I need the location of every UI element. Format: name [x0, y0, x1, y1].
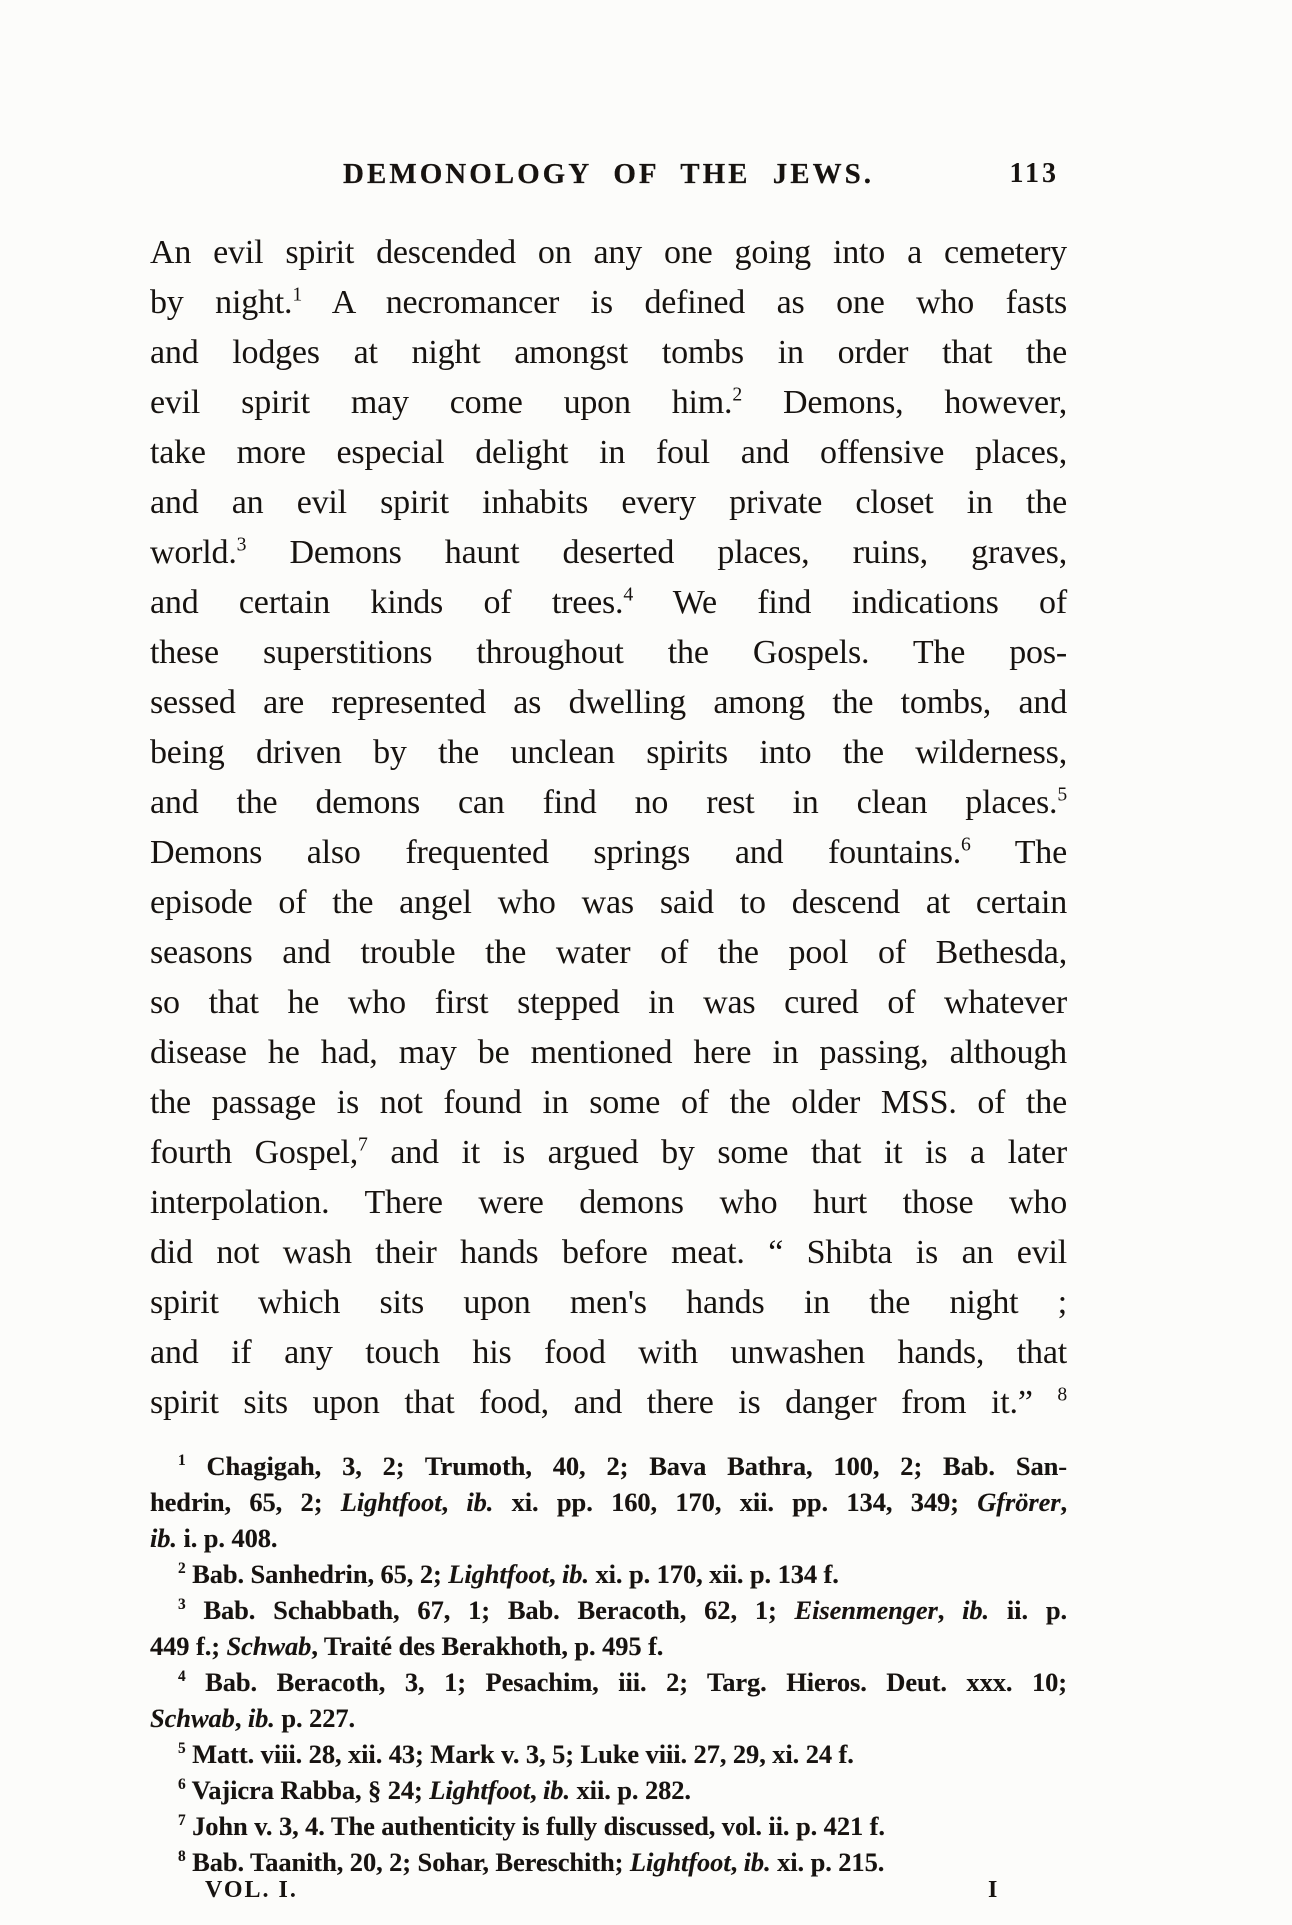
footnote-line: $^3$ Bab. Schabbath, 67, 1; Bab. Beracoth, 62, 1; Eisenmenger, ib. ii. p. — [178, 1595, 1067, 1625]
text-line: An evil spirit descended on any one going into a cemetery — [150, 234, 1067, 271]
footnotes-block — [150, 1448, 1067, 1880]
text-line: and certain kinds of trees.$^4$ We find indications of — [150, 583, 1067, 621]
text-line: and an evil spirit inhabits every private closet in the — [150, 484, 1067, 521]
footnote-line: $^1$ Chagigah, 3, 2; Trumoth, 40, 2; Bava Bathra, 100, 2; Bab. San- — [178, 1451, 1067, 1481]
text-line: take more especial delight in foul and offensive places, — [150, 434, 1067, 471]
footnote-line: $^4$ Bab. Beracoth, 3, 1; Pesachim, iii. 2; Targ. Hieros. Deut. xxx. 10; — [178, 1667, 1067, 1697]
text-line: fourth Gospel,$^7$ and it is argued by some that it is a later — [150, 1133, 1068, 1171]
text-line: so that he who first stepped in was cured of whatever — [150, 984, 1067, 1021]
text-line: sessed are represented as dwelling among the tombs, and — [150, 684, 1067, 721]
footnote-line: $^5$ Matt. viii. 28, xii. 43; Mark v. 3, 5; Luke viii. 27, 29, xi. 24 f. — [178, 1739, 854, 1769]
text-line: Demons also frequented springs and fountains.$^6$ The — [150, 833, 1067, 871]
text-line: spirit sits upon that food, and there is danger from it.” $^8$ — [150, 1383, 1067, 1421]
text-line: and the demons can find no rest in clean places.$^5$ — [150, 783, 1067, 821]
footnote-line: Schwab, ib. p. 227. — [150, 1703, 356, 1733]
footnote-line: ib. i. p. 408. — [150, 1523, 278, 1553]
page-footer — [150, 1870, 1067, 1910]
text-line: these superstitions throughout the Gospels. The pos- — [150, 634, 1067, 671]
footnote-line: $^2$ Bab. Sanhedrin, 65, 2; Lightfoot, ib. xi. p. 170, xii. p. 134 f. — [178, 1559, 839, 1589]
text-line: episode of the angel who was said to descend at certain — [150, 884, 1067, 921]
footnote-line: $^7$ John v. 3, 4. The authenticity is fully discussed, vol. ii. p. 421 f. — [178, 1811, 885, 1841]
footnote-line: $^6$ Vajicra Rabba, § 24; Lightfoot, ib. xii. p. 282. — [178, 1775, 691, 1805]
text-line: spirit which sits upon men's hands in the night ; — [150, 1284, 1067, 1321]
text-line: interpolation. There were demons who hurt those who — [150, 1184, 1067, 1221]
text-line: disease he had, may be mentioned here in passing, although — [150, 1034, 1067, 1071]
footnote-line: 449 f.; Schwab, Traité des Berakhoth, p. 495 f. — [150, 1631, 664, 1661]
text-line: and lodges at night amongst tombs in order that the — [150, 334, 1067, 371]
text-line: being driven by the unclean spirits into the wilderness, — [150, 734, 1067, 771]
footnote-line: $^8$ Bab. Taanith, 20, 2; Sohar, Bereschith; Lightfoot, ib. xi. p. 215. — [178, 1847, 885, 1877]
text-line: by night.$^1$ A necromancer is defined as one who fasts — [150, 283, 1067, 321]
footnote-line: hedrin, 65, 2; Lightfoot, ib. xi. pp. 160, 170, xii. pp. 134, 349; Gfrörer, — [150, 1487, 1067, 1517]
running-header — [150, 156, 1067, 192]
text-line: and if any touch his food with unwashen hands, that — [150, 1334, 1067, 1371]
page-title: DEMONOLOGY OF THE JEWS. — [343, 158, 874, 190]
text-line: evil spirit may come upon him.$^2$ Demons, however, — [150, 383, 1068, 421]
text-line: did not wash their hands before meat. “ Shibta is an evil — [150, 1234, 1067, 1271]
volume-label: VOL. I. — [205, 1877, 298, 1903]
page-number: 113 — [1009, 158, 1059, 189]
text-line: seasons and trouble the water of the pool of Bethesda, — [150, 934, 1067, 971]
signature-mark: I — [988, 1877, 999, 1903]
text-line: the passage is not found in some of the older MSS. of the — [150, 1084, 1067, 1121]
text-line: world.$^3$ Demons haunt deserted places, ruins, graves, — [150, 533, 1067, 571]
main-text-block — [150, 228, 1067, 1428]
